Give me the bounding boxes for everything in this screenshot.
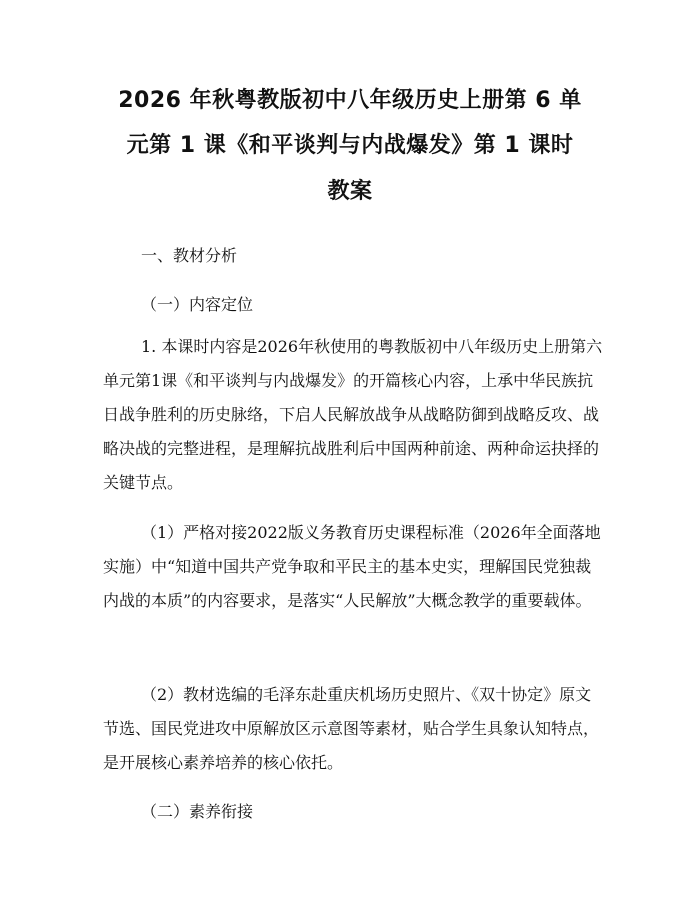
body-paragraph-1: 1. 本课时内容是2026年秋使用的粤教版初中八年级历史上册第六单元第1课《和平谈判与内战爆发》的开篇核心内容，上承中华民族抗日战争胜利的历史脉络，下启人民解放战争从战略防御到战略反攻、战略决战的完整进程，是理解抗战胜利后中国两种前途、两种命运抉择的关键节点。 [103, 337, 603, 492]
document-title-line-2: 元第 1 课《和平谈判与内战爆发》第 1 课时 [126, 133, 574, 158]
subsection-heading-content-positioning: （一）内容定位 [141, 295, 254, 314]
subsection-heading-literacy-connection: （二）素养衔接 [141, 802, 254, 821]
section-heading-teaching-material-analysis: 一、教材分析 [141, 246, 238, 265]
body-paragraph-2: （1）严格对接2022版义务教育历史课程标准（2026年全面落地实施）中“知道中国共产党争取和平民主的基本史实，理解国民党独裁内战的本质”的内容要求，是落实“人民解放”大概念教学的重要载体。 [103, 523, 601, 610]
document-title-line-3: 教案 [327, 179, 373, 204]
body-paragraph-3: （2）教材选编的毛泽东赴重庆机场历史照片、《双十协定》原文节选、国民党进攻中原解放区示意图等素材，贴合学生具象认知特点，是开展核心素养培养的核心依托。 [103, 685, 600, 772]
document-title-line-1: 2026 年秋粤教版初中八年级历史上册第 6 单 [118, 88, 582, 113]
